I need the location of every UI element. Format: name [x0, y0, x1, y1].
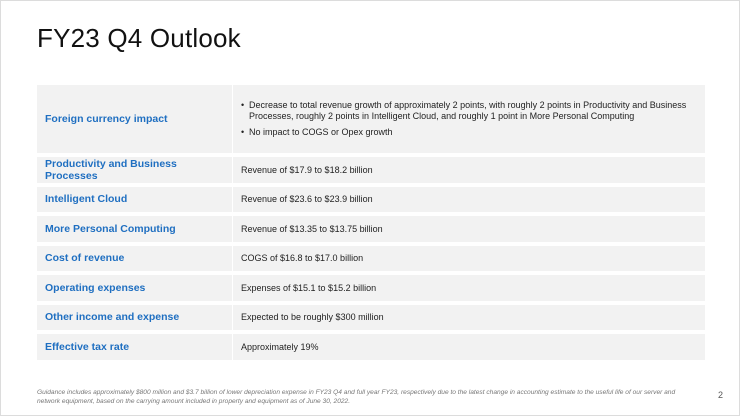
row-label: Foreign currency impact [37, 85, 233, 153]
row-label: Intelligent Cloud [37, 187, 233, 213]
table-row-effective-tax-rate [37, 334, 705, 360]
bullet-item: • Decrease to total revenue growth of approximately 2 points, with roughly 2 points in Productivity and Business Processes, roughly 2 points in Intelligent Cloud, and roughly 1 point in More Personal Computing [241, 100, 695, 123]
footnote: Guidance includes approximately $800 million and $3.7 billion of lower depreciation expense in FY23 Q4 and full year FY23, respectively due to the latest change in accounting estimate to the useful life of our server and network equipment, based on the carrying amount included in property and equipment as of June 30, 2022. [37, 389, 676, 405]
table-row-foreign-currency [37, 85, 705, 153]
row-value: Revenue of $17.9 to $18.2 billion [241, 164, 373, 175]
table-row-operating-expenses [37, 275, 705, 301]
bullet-item: • No impact to COGS or Opex growth [241, 127, 695, 139]
row-label: Operating expenses [37, 275, 233, 301]
row-label: Effective tax rate [37, 334, 233, 360]
table-row-other-income [37, 305, 705, 331]
row-value: Approximately 19% [241, 341, 319, 352]
row-value: Expenses of $15.1 to $15.2 billion [241, 282, 377, 293]
row-value: COGS of $16.8 to $17.0 billion [241, 253, 364, 264]
outlook-table [37, 85, 705, 364]
row-label: Other income and expense [37, 305, 233, 331]
row-value: Revenue of $13.35 to $13.75 billion [241, 223, 383, 234]
row-value [233, 100, 705, 139]
row-label: Productivity and Business Processes [37, 157, 233, 183]
row-label: Cost of revenue [37, 246, 233, 272]
row-value: Revenue of $23.6 to $23.9 billion [241, 194, 373, 205]
page-number: 2 [717, 390, 723, 400]
table-row-productivity [37, 157, 705, 183]
row-label: More Personal Computing [37, 216, 233, 242]
table-row-more-personal-computing [37, 216, 705, 242]
bullet-list [241, 100, 695, 139]
row-value: Expected to be roughly $300 million [241, 312, 384, 323]
table-row-intelligent-cloud [37, 187, 705, 213]
slide-title: FY23 Q4 Outlook [37, 23, 241, 53]
table-row-cost-of-revenue [37, 246, 705, 272]
